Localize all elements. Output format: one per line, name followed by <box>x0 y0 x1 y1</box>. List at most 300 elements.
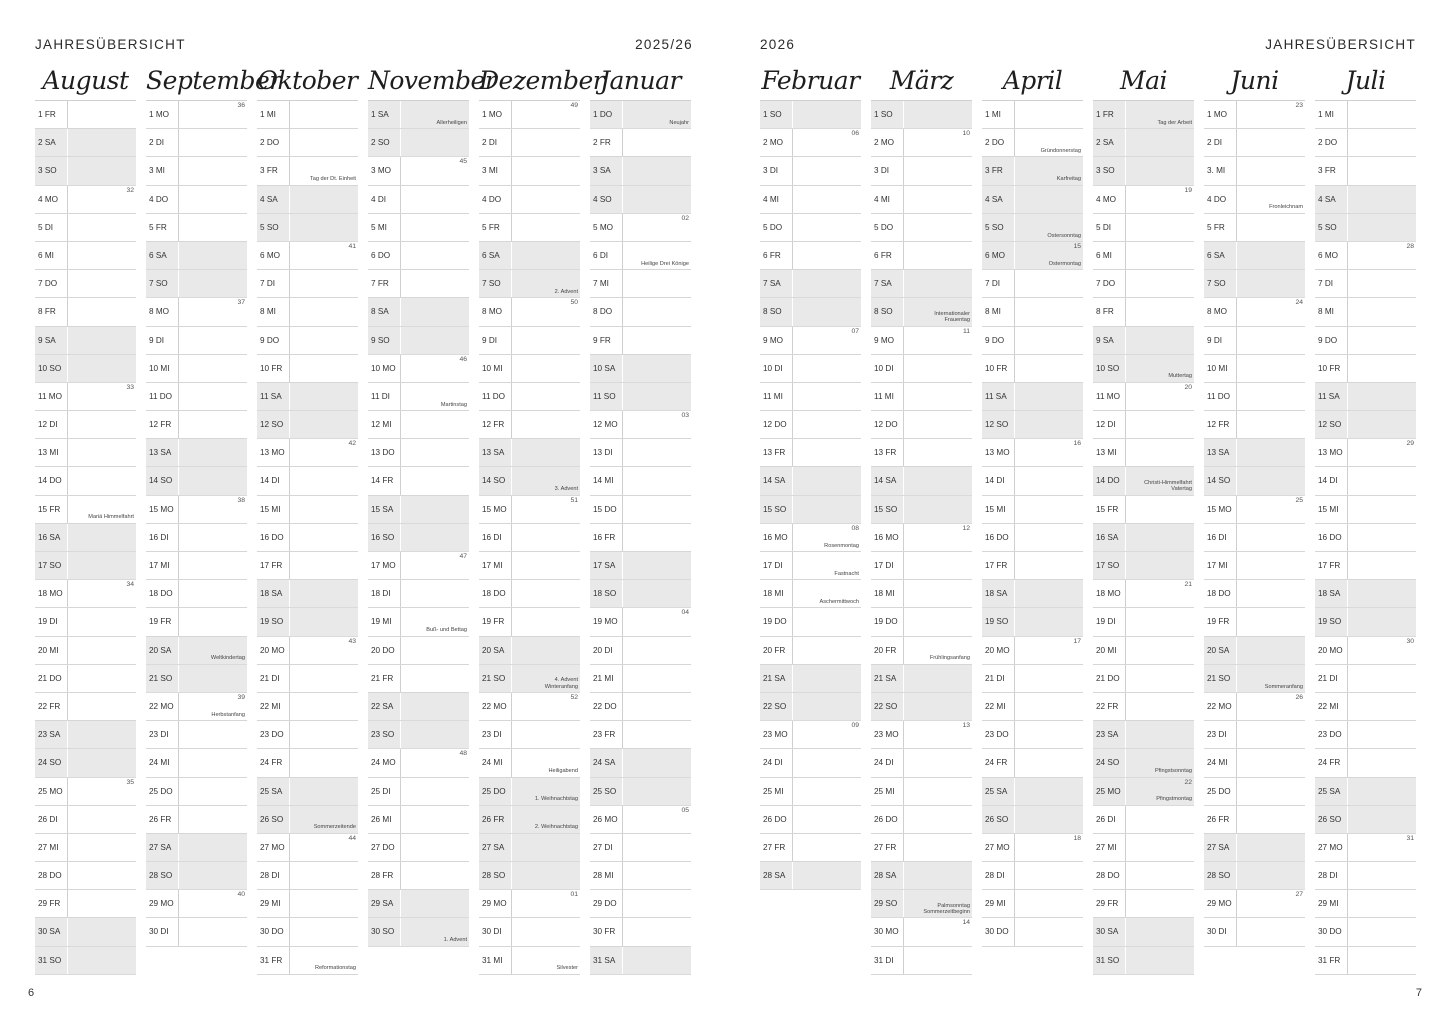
day-label: 31 SA <box>593 955 616 965</box>
day-divider <box>67 721 68 748</box>
day-divider <box>511 778 512 805</box>
day-divider <box>1125 721 1126 748</box>
day-divider <box>289 298 290 325</box>
week-number: 16 <box>1073 440 1081 448</box>
day-label: 16 SA <box>38 532 61 542</box>
day-divider <box>400 101 401 128</box>
day-row <box>871 552 972 580</box>
day-divider <box>511 298 512 325</box>
week-number: 11 <box>962 327 970 335</box>
day-label: 10 MI <box>482 363 503 373</box>
day-row <box>590 101 691 129</box>
day-label: 11 DO <box>149 391 173 401</box>
day-divider <box>1347 298 1348 325</box>
day-label: 27 FR <box>874 842 897 852</box>
day-divider <box>1125 439 1126 466</box>
day-label: 3 SO <box>1096 166 1115 176</box>
day-label: 3 FR <box>260 166 278 176</box>
day-divider <box>792 270 793 297</box>
day-label: 8 FR <box>38 307 56 317</box>
day-row <box>368 439 469 467</box>
day-row <box>871 778 972 806</box>
day-divider <box>622 524 623 551</box>
day-row <box>590 129 691 157</box>
day-row <box>871 355 972 383</box>
day-divider <box>1347 214 1348 241</box>
day-label: 21 SA <box>874 673 897 683</box>
day-label: 18 DO <box>482 589 506 599</box>
day-row <box>1204 298 1305 326</box>
day-row <box>257 214 358 242</box>
week-number: 02 <box>681 214 689 222</box>
day-label: 27 SA <box>1207 842 1230 852</box>
day-row <box>35 242 136 270</box>
day-label: 8 SO <box>874 307 893 317</box>
day-row <box>760 665 861 693</box>
day-label: 21 SO <box>1207 673 1231 683</box>
week-number: 38 <box>237 496 245 504</box>
day-row <box>1315 411 1416 439</box>
day-label: 3. MI <box>1207 166 1226 176</box>
day-divider <box>511 665 512 692</box>
holiday-label: 3. Advent <box>554 486 578 493</box>
day-label: 23 DO <box>985 730 1009 740</box>
day-divider <box>1347 665 1348 692</box>
day-row <box>982 355 1083 383</box>
day-label: 26 DI <box>1096 814 1116 824</box>
holiday-label: 4. Advent Winteranfang <box>544 677 578 690</box>
day-divider <box>67 778 68 805</box>
day-label: 13 MI <box>38 448 59 458</box>
day-row <box>1204 580 1305 608</box>
day-row <box>760 157 861 185</box>
day-divider <box>289 439 290 466</box>
day-row <box>871 608 972 636</box>
month-name: Mai <box>1093 62 1194 101</box>
right-page <box>725 0 1450 1026</box>
day-row <box>146 693 247 721</box>
day-divider <box>792 298 793 325</box>
day-label: 29 MO <box>482 899 507 909</box>
day-divider <box>400 637 401 664</box>
day-row <box>1204 157 1305 185</box>
day-divider <box>903 834 904 861</box>
holiday-label: Heiligabend <box>548 768 578 775</box>
week-number: 26 <box>1295 693 1303 701</box>
day-label: 27 MI <box>1096 842 1117 852</box>
day-divider <box>903 749 904 776</box>
day-label: 5 SO <box>1318 222 1337 232</box>
day-divider <box>289 778 290 805</box>
day-row <box>1204 862 1305 890</box>
day-label: 23 MO <box>874 730 899 740</box>
day-row <box>479 834 580 862</box>
holiday-label: Pfingstmontag <box>1156 796 1192 803</box>
day-label: 1 SO <box>763 110 782 119</box>
day-label: 20 MI <box>1096 645 1117 655</box>
day-divider <box>1236 918 1237 945</box>
day-label: 8 MI <box>1318 307 1334 317</box>
left-page-number: 6 <box>28 987 35 999</box>
day-divider <box>178 411 179 438</box>
day-row <box>1093 355 1194 383</box>
day-row <box>368 665 469 693</box>
day-row <box>590 186 691 214</box>
day-label: 4 DO <box>1207 194 1227 204</box>
day-divider <box>511 327 512 354</box>
day-row <box>368 749 469 777</box>
day-divider <box>1125 496 1126 523</box>
day-divider <box>792 439 793 466</box>
day-row <box>479 270 580 298</box>
day-row <box>368 580 469 608</box>
day-divider <box>1236 524 1237 551</box>
day-label: 8 SO <box>763 307 782 317</box>
day-label: 28 DI <box>1318 871 1338 881</box>
day-label: 30 SA <box>1096 927 1119 937</box>
day-row <box>368 524 469 552</box>
day-divider <box>622 101 623 128</box>
day-divider <box>178 665 179 692</box>
day-row <box>368 806 469 834</box>
day-row <box>479 439 580 467</box>
day-row <box>479 355 580 383</box>
day-divider <box>1236 890 1237 917</box>
day-divider <box>511 721 512 748</box>
day-divider <box>903 214 904 241</box>
week-number: 04 <box>681 609 689 617</box>
week-number: 31 <box>1406 834 1414 842</box>
day-row <box>590 749 691 777</box>
day-label: 6 MO <box>1318 250 1339 260</box>
day-label: 6 SA <box>1207 250 1225 260</box>
day-row <box>590 214 691 242</box>
day-row <box>368 608 469 636</box>
day-row <box>871 749 972 777</box>
day-divider <box>178 693 179 720</box>
day-label: 23 SA <box>38 730 61 740</box>
day-row <box>1204 327 1305 355</box>
week-number: 09 <box>851 722 859 730</box>
day-label: 7 FR <box>371 279 389 289</box>
day-row <box>257 467 358 495</box>
day-label: 14 SO <box>1207 476 1231 486</box>
day-label: 28 FR <box>371 871 394 881</box>
day-divider <box>178 129 179 156</box>
day-row <box>146 806 247 834</box>
day-divider <box>178 608 179 635</box>
holiday-label: 2. Weihnachtstag <box>534 824 578 831</box>
day-label: 20 FR <box>874 645 897 655</box>
day-label: 15 FR <box>1096 504 1119 514</box>
day-divider <box>1236 355 1237 382</box>
day-row <box>760 129 861 157</box>
day-label: 2 DI <box>149 138 165 148</box>
day-row <box>479 214 580 242</box>
day-row <box>982 157 1083 185</box>
day-label: 29 SO <box>874 899 898 909</box>
day-divider <box>792 214 793 241</box>
day-divider <box>1236 101 1237 128</box>
day-divider <box>1125 242 1126 269</box>
day-row <box>1204 467 1305 495</box>
day-row <box>35 157 136 185</box>
day-divider <box>289 834 290 861</box>
day-divider <box>1236 496 1237 523</box>
day-label: 9 DO <box>1318 335 1338 345</box>
day-divider <box>511 947 512 974</box>
day-label: 25 SA <box>985 786 1008 796</box>
holiday-label: 2. Advent <box>554 288 578 295</box>
month-column <box>35 62 136 975</box>
day-row <box>1093 524 1194 552</box>
day-divider <box>622 355 623 382</box>
day-label: 2 FR <box>593 138 611 148</box>
day-row <box>146 608 247 636</box>
right-page-number: 7 <box>1415 987 1422 999</box>
week-number: 01 <box>570 891 578 899</box>
day-label: 31 SO <box>1096 955 1120 965</box>
day-row <box>257 186 358 214</box>
day-divider <box>178 834 179 861</box>
day-divider <box>903 552 904 579</box>
day-divider <box>903 157 904 184</box>
day-label: 6 MO <box>985 250 1006 260</box>
day-label: 6 SA <box>482 250 500 260</box>
day-row <box>1204 749 1305 777</box>
day-divider <box>1236 693 1237 720</box>
holiday-label: Heilige Drei Könige <box>641 260 689 267</box>
day-label: 23 DI <box>482 730 502 740</box>
day-label: 18 SO <box>593 589 617 599</box>
month-name: Februar <box>760 62 861 101</box>
day-divider <box>1236 186 1237 213</box>
day-divider <box>1014 129 1015 156</box>
day-row <box>1315 918 1416 946</box>
day-label: 16 DO <box>260 532 284 542</box>
day-divider <box>792 383 793 410</box>
day-divider <box>622 186 623 213</box>
day-label: 20 MO <box>985 645 1010 655</box>
day-divider <box>400 890 401 917</box>
day-divider <box>1236 439 1237 466</box>
day-label: 21 DI <box>985 673 1005 683</box>
day-divider <box>511 496 512 523</box>
day-row <box>760 383 861 411</box>
day-label: 15 MI <box>985 504 1006 514</box>
day-row <box>1093 411 1194 439</box>
holiday-label: Sommerzeitende <box>313 824 356 831</box>
day-divider <box>511 637 512 664</box>
day-divider <box>1236 778 1237 805</box>
day-label: 25 DO <box>482 786 506 796</box>
day-row <box>368 186 469 214</box>
day-row <box>368 298 469 326</box>
day-row <box>982 214 1083 242</box>
day-row <box>1315 129 1416 157</box>
day-label: 29 FR <box>38 899 61 909</box>
day-row <box>146 298 247 326</box>
day-row <box>590 157 691 185</box>
day-label: 17 DI <box>874 561 894 570</box>
day-divider <box>67 665 68 692</box>
day-row <box>35 834 136 862</box>
day-row <box>1093 242 1194 270</box>
week-number: 06 <box>851 130 859 138</box>
day-divider <box>511 524 512 551</box>
day-divider <box>67 524 68 551</box>
day-row <box>590 862 691 890</box>
day-label: 3 SO <box>38 166 57 176</box>
day-divider <box>1236 806 1237 833</box>
day-label: 13 MO <box>985 448 1010 458</box>
day-label: 25 DI <box>371 786 391 796</box>
day-label: 26 DO <box>763 814 787 824</box>
day-row <box>1093 947 1194 975</box>
day-label: 4 MO <box>1096 194 1117 204</box>
day-row <box>479 665 580 693</box>
holiday-label: Mariä Himmelfahrt <box>88 514 134 521</box>
day-row <box>982 693 1083 721</box>
day-row <box>760 439 861 467</box>
day-divider <box>1014 834 1015 861</box>
day-row <box>257 947 358 975</box>
day-divider <box>400 467 401 494</box>
day-divider <box>178 637 179 664</box>
day-label: 11 SO <box>593 391 616 401</box>
day-row <box>146 327 247 355</box>
day-divider <box>1125 862 1126 889</box>
day-label: 1 MI <box>260 110 276 119</box>
month-column <box>257 62 358 975</box>
day-row <box>1093 637 1194 665</box>
day-divider <box>400 608 401 635</box>
day-row <box>1315 383 1416 411</box>
day-divider <box>67 327 68 354</box>
day-row <box>590 806 691 834</box>
day-row <box>1315 608 1416 636</box>
day-list <box>982 101 1083 947</box>
day-divider <box>1014 214 1015 241</box>
day-divider <box>1014 693 1015 720</box>
day-divider <box>792 186 793 213</box>
day-label: 27 DI <box>593 842 613 852</box>
day-divider <box>1347 327 1348 354</box>
day-divider <box>1347 129 1348 156</box>
day-row <box>590 947 691 975</box>
day-divider <box>1125 186 1126 213</box>
day-row <box>479 411 580 439</box>
day-label: 24 SO <box>38 758 62 768</box>
day-divider <box>1125 298 1126 325</box>
day-row <box>871 467 972 495</box>
day-divider <box>1014 270 1015 297</box>
day-row <box>479 242 580 270</box>
day-row <box>871 327 972 355</box>
day-divider <box>1014 608 1015 635</box>
day-divider <box>792 749 793 776</box>
month-name: Juli <box>1315 62 1416 101</box>
day-label: 30 DO <box>260 927 284 937</box>
day-row <box>35 467 136 495</box>
day-divider <box>1236 665 1237 692</box>
day-row <box>982 298 1083 326</box>
day-row <box>479 749 580 777</box>
day-row <box>590 270 691 298</box>
day-divider <box>400 270 401 297</box>
day-divider <box>1125 355 1126 382</box>
day-row <box>982 242 1083 270</box>
day-row <box>590 383 691 411</box>
day-row <box>982 467 1083 495</box>
day-row <box>368 834 469 862</box>
day-label: 15 MI <box>1318 504 1339 514</box>
day-divider <box>178 806 179 833</box>
day-row <box>590 693 691 721</box>
day-divider <box>622 383 623 410</box>
day-row <box>590 242 691 270</box>
day-row <box>479 327 580 355</box>
day-label: 6 FR <box>874 250 892 260</box>
day-label: 27 SA <box>482 842 505 852</box>
day-divider <box>903 524 904 551</box>
day-row <box>368 637 469 665</box>
day-label: 29 MI <box>260 899 281 909</box>
day-row <box>368 496 469 524</box>
day-row <box>479 693 580 721</box>
day-label: 19 DO <box>874 617 898 627</box>
holiday-label: Neujahr <box>669 119 689 126</box>
day-divider <box>289 918 290 945</box>
day-divider <box>67 834 68 861</box>
day-row <box>1315 496 1416 524</box>
day-row <box>1093 580 1194 608</box>
day-label: 1 FR <box>1096 110 1114 119</box>
day-label: 28 DO <box>38 871 62 881</box>
day-row <box>146 355 247 383</box>
day-row <box>257 665 358 693</box>
holiday-label: Tag der Arbeit <box>1157 119 1192 126</box>
day-row <box>1204 778 1305 806</box>
day-label: 7 DO <box>1096 279 1116 289</box>
day-divider <box>400 665 401 692</box>
day-label: 12 DI <box>38 420 58 430</box>
day-divider <box>1125 890 1126 917</box>
day-divider <box>1236 552 1237 579</box>
day-divider <box>67 890 68 917</box>
day-row <box>479 298 580 326</box>
day-label: 23 SO <box>371 730 395 740</box>
day-row <box>257 834 358 862</box>
day-label: 4 SA <box>260 194 278 204</box>
day-label: 11 DI <box>371 391 390 401</box>
day-divider <box>1125 693 1126 720</box>
day-label: 6 FR <box>763 250 781 260</box>
day-row <box>1093 270 1194 298</box>
day-row <box>982 101 1083 129</box>
day-divider <box>1014 552 1015 579</box>
day-label: 30 SA <box>38 927 61 937</box>
day-divider <box>400 862 401 889</box>
day-row <box>146 637 247 665</box>
day-label: 24 MO <box>371 758 396 768</box>
day-row <box>760 552 861 580</box>
day-row <box>1315 157 1416 185</box>
day-label: 14 DI <box>1318 476 1338 486</box>
day-label: 5 DO <box>874 222 894 232</box>
day-label: 27 MO <box>260 842 285 852</box>
day-divider <box>289 270 290 297</box>
